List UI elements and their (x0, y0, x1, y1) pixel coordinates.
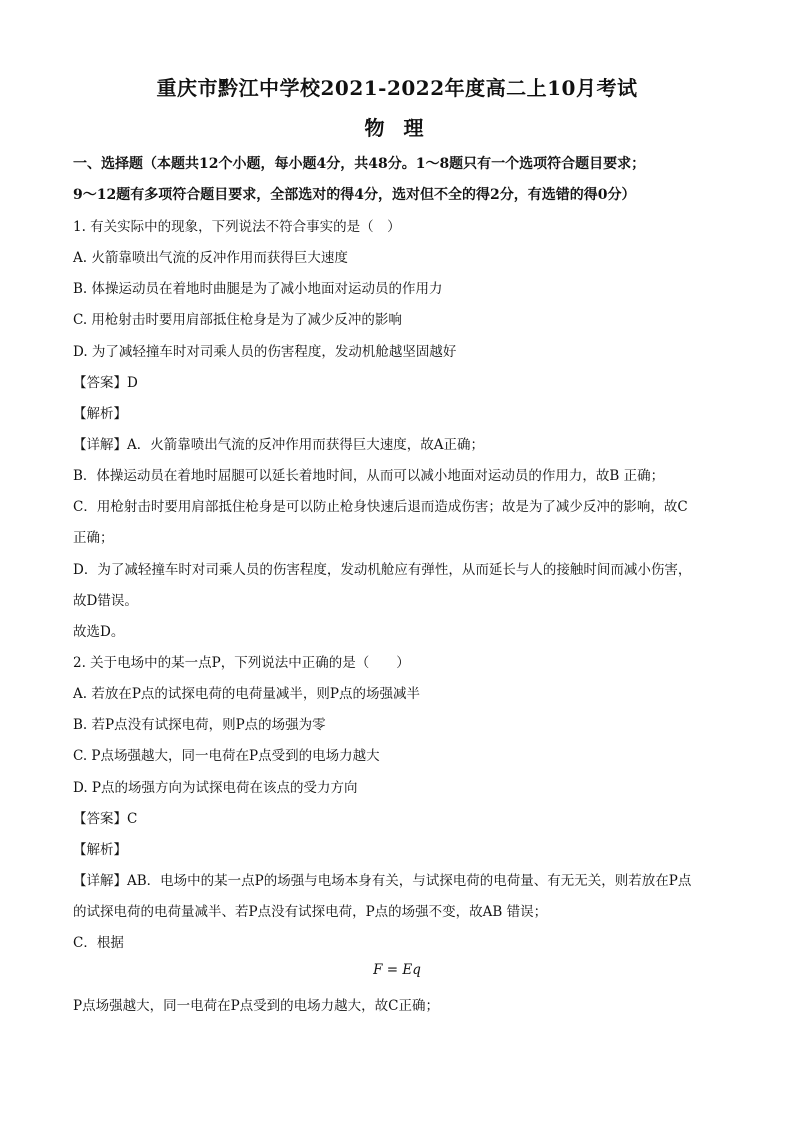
q1-detail-line: 【详解】A．火箭靠喷出气流的反冲作用而获得巨大速度，故A正确； (73, 437, 484, 453)
q2-option-c: C. P点场强越大，同一电荷在P点受到的电场力越大 (73, 748, 380, 764)
q1-stem: 1. 有关实际中的现象，下列说法不符合事实的是（ ） (73, 219, 401, 235)
q2-stem: 2. 关于电场中的某一点P，下列说法中正确的是（ ） (73, 655, 410, 671)
q2-option-b: B. 若P点没有试探电荷，则P点的场强为零 (73, 717, 326, 733)
q1-option-d: D. 为了减轻撞车时对司乘人员的伤害程度，发动机舱越坚固越好 (73, 344, 457, 360)
q1-detail-line: D．为了减轻撞车时对司乘人员的伤害程度，发动机舱应有弹性，从而延长与人的接触时间而减小伤害， (73, 562, 692, 578)
q2-detail-line: 【详解】AB．电场中的某一点P的场强与电场本身有关，与试探电荷的电荷量、有无无关，则若放在P点 (73, 873, 692, 889)
q2-option-d: D. P点的场强方向为试探电荷在该点的受力方向 (73, 780, 358, 796)
q1-option-a: A. 火箭靠喷出气流的反冲作用而获得巨大速度 (73, 250, 348, 266)
q1-option-b: B. 体操运动员在着地时曲腿是为了减小地面对运动员的作用力 (73, 281, 443, 297)
q2-detail-tail: P点场强越大，同一电荷在P点受到的电场力越大，故C正确； (73, 998, 439, 1014)
q1-conclusion: 故选D。 (73, 624, 125, 640)
q1-detail-line: 故D错误。 (73, 593, 138, 609)
document-title: 重庆市黔江中学校2021-2022年度高二上10月考试 (156, 76, 638, 100)
q2-detail-line: C．根据 (73, 935, 124, 951)
q2-answer: 【答案】C (73, 811, 138, 827)
q1-analysis-tag: 【解析】 (73, 406, 127, 422)
subject-heading: 物 理 (364, 116, 430, 140)
section-instruction-line2: 9～12题有多项符合题目要求，全部选对的得4分，选对但不全的得2分，有选错的得0分） (73, 187, 636, 203)
q1-option-c: C. 用枪射击时要用肩部抵住枪身是为了减少反冲的影响 (73, 312, 402, 328)
q2-option-a: A. 若放在P点的试探电荷的电荷量减半，则P点的场强减半 (73, 686, 420, 702)
q2-detail-line: 的试探电荷的电荷量减半、若P点没有试探电荷，P点的场强不变，故AB 错误； (73, 904, 548, 920)
section-instruction-line1: 一、选择题（本题共12个小题，每小题4分，共48分。1～8题只有一个选项符合题目要求； (73, 156, 646, 172)
q1-detail-line: 正确； (73, 530, 114, 546)
q1-detail-line: B．体操运动员在着地时屈腿可以延长着地时间，从而可以减小地面对运动员的作用力，故B 正确； (73, 468, 665, 484)
q2-formula: F = Eq (373, 962, 421, 978)
q2-analysis-tag: 【解析】 (73, 842, 127, 858)
q1-detail-line: C．用枪射击时要用肩部抵住枪身是可以防止枪身快速后退而造成伤害；故是为了减少反冲的影响，故C (73, 499, 688, 515)
q1-answer: 【答案】D (73, 375, 138, 391)
